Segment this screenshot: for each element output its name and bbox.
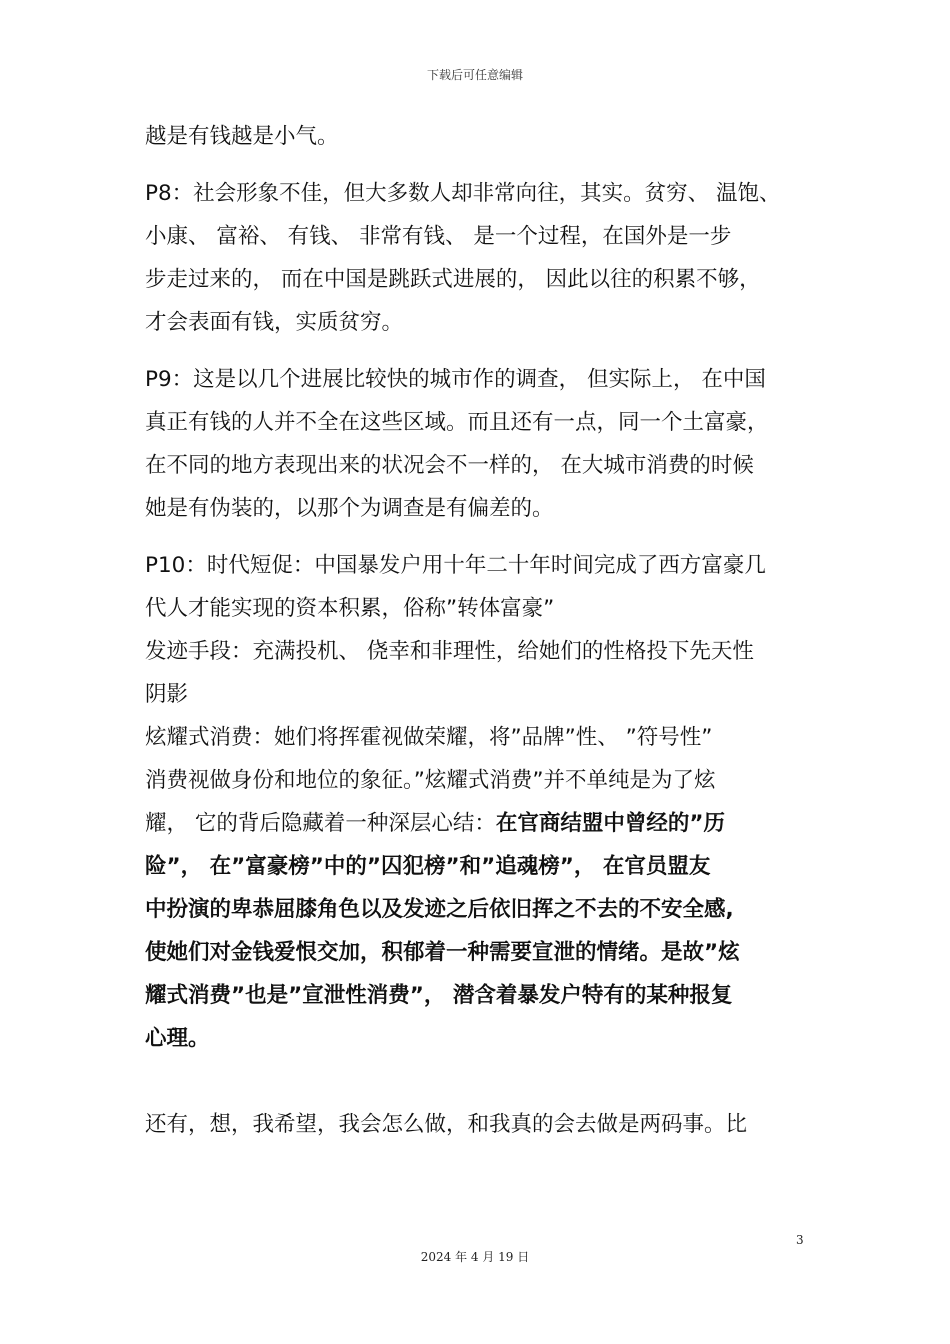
text-line: P10：时代短促：中国暴发户用十年二十年时间完成了西方富豪几	[145, 553, 766, 578]
text-line: 小康、 富裕、 有钱、 非常有钱、 是一个过程，在国外是一步	[145, 224, 732, 249]
text-line: 越是有钱越是小气。	[145, 124, 339, 149]
paragraph-p8	[145, 172, 815, 344]
text-line: 消费视做身份和地位的象征。”炫耀式消费”并不单纯是为了炫	[145, 768, 716, 793]
text-line: 代人才能实现的资本积累，俗称”转体富豪”	[145, 596, 555, 621]
text-line: 发迹手段：充满投机、 侥幸和非理性，给她们的性格投下先天性	[145, 639, 754, 664]
document-body	[145, 115, 815, 1146]
text-line: P8：社会形象不佳，但大多数人却非常向往，其实。贫穷、 温饱、	[145, 181, 781, 206]
text-line: 她是有伪装的，以那个为调查是有偏差的。	[145, 496, 554, 521]
paragraph-p9	[145, 358, 815, 530]
text-line: 真正有钱的人并不全在这些区域。而且还有一点，同一个土富豪，	[145, 410, 769, 435]
page-date: 2024 年 4 月 19 日	[420, 1250, 530, 1264]
paragraph-closing	[145, 1103, 815, 1146]
bold-text: 在官商结盟中曾经的”历	[495, 811, 725, 836]
bold-text-line: 中扮演的卑恭屈膝角色以及发迹之后依旧挥之不去的不安全感,	[145, 897, 734, 922]
paragraph-p10	[145, 544, 815, 1060]
text-line: 阴影	[145, 682, 189, 707]
paragraph-intro	[145, 115, 815, 158]
bold-text-line: 心理。	[145, 1026, 210, 1051]
bold-text-line: 险”， 在”富豪榜”中的”囚犯榜”和”追魂榜”， 在官员盟友	[145, 854, 711, 879]
text-line: 才会表面有钱，实质贫穷。	[145, 310, 404, 335]
bold-text-line: 耀式消费”也是”宣泄性消费”， 潜含着暴发户特有的某种报复	[145, 983, 733, 1008]
text-line: 耀， 它的背后隐藏着一种深层心结：	[145, 811, 496, 836]
text-line: 在不同的地方表现出来的状况会不一样的， 在大城市消费的时候	[145, 453, 754, 478]
bold-text-line: 使她们对金钱爱恨交加，积郁着一种需要宣泄的情绪。是故”炫	[145, 940, 740, 965]
text-line: 炫耀式消费：她们将挥霍视做荣耀，将”品牌”性、 ”符号性”	[145, 725, 713, 750]
text-line: 还有，想，我希望，我会怎么做，和我真的会去做是两码事。比	[145, 1112, 748, 1137]
text-line: 步走过来的， 而在中国是跳跃式进展的， 因此以往的积累不够，	[145, 267, 761, 292]
page-number: 3	[796, 1233, 804, 1247]
page-header: 下载后可任意编辑	[426, 68, 523, 82]
text-line: P9：这是以几个进展比较快的城市作的调查， 但实际上， 在中国	[145, 367, 766, 392]
